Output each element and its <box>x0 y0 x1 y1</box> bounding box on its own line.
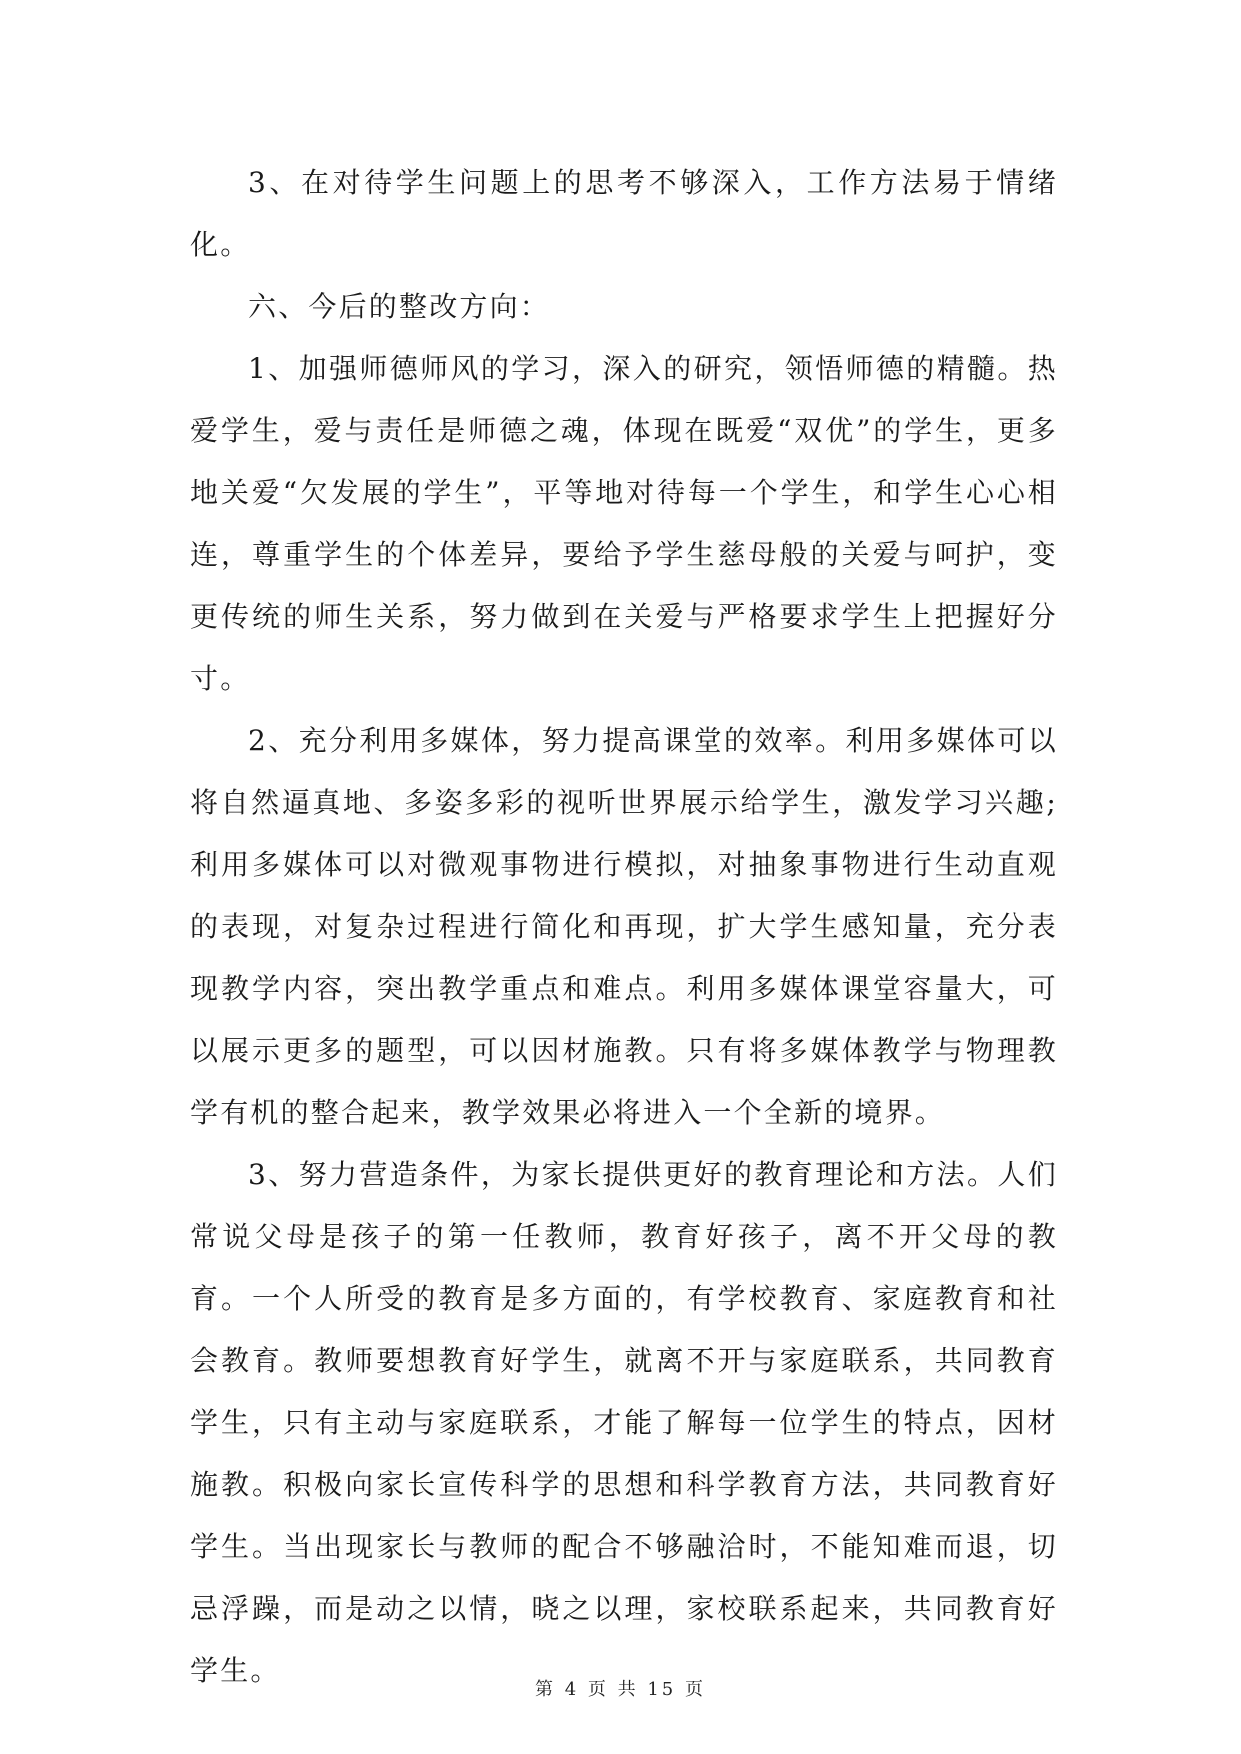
paragraph-multimedia: 2、充分利用多媒体，努力提高课堂的效率。利用多媒体可以将自然逼真地、多姿多彩的视听世界展示给学生，激发学习兴趣;利用多媒体可以对微观事物进行模拟，对抽象事物进行生动直观的表现，对复杂过程进行简化和再现，扩大学生感知量，充分表现教学内容，突出教学重点和难点。利用多媒体课堂容量大，可以展示更多的题型，可以因材施教。只有将多媒体教学与物理教学有机的整合起来，教学效果必将进入一个全新的境界。 <box>190 724 1058 1129</box>
paragraph-ethics-study: 1、加强师德师风的学习，深入的研究，领悟师德的精髓。热爱学生，爱与责任是师德之魂，体现在既爱“双优”的学生，更多地关爱“欠发展的学生”，平等地对待每一个学生，和学生心心相连，尊重学生的个体差异，要给予学生慈母般的关爱与呵护，变更传统的师生关系，努力做到在关爱与严格要求学生上把握好分寸。 <box>190 352 1058 695</box>
document-body <box>190 152 1058 1702</box>
section-heading-rectification: 六、今后的整改方向： <box>248 290 551 323</box>
page-number-footer: 第 4 页 共 15 页 <box>535 1679 706 1700</box>
paragraph-parents: 3、努力营造条件，为家长提供更好的教育理论和方法。人们常说父母是孩子的第一任教师，教育好孩子，离不开父母的教育。一个人所受的教育是多方面的，有学校教育、家庭教育和社会教育。教师要想教育好学生，就离不开与家庭联系，共同教育学生，只有主动与家庭联系，才能了解每一位学生的特点，因材施教。积极向家长宣传科学的思想和科学教育方法，共同教育好学生。当出现家长与教师的配合不够融洽时，不能知难而退，切忌浮躁，而是动之以情，晓之以理，家校联系起来，共同教育好学生。 <box>190 1158 1058 1687</box>
paragraph-item-3: 3、在对待学生问题上的思考不够深入，工作方法易于情绪化。 <box>190 166 1058 261</box>
